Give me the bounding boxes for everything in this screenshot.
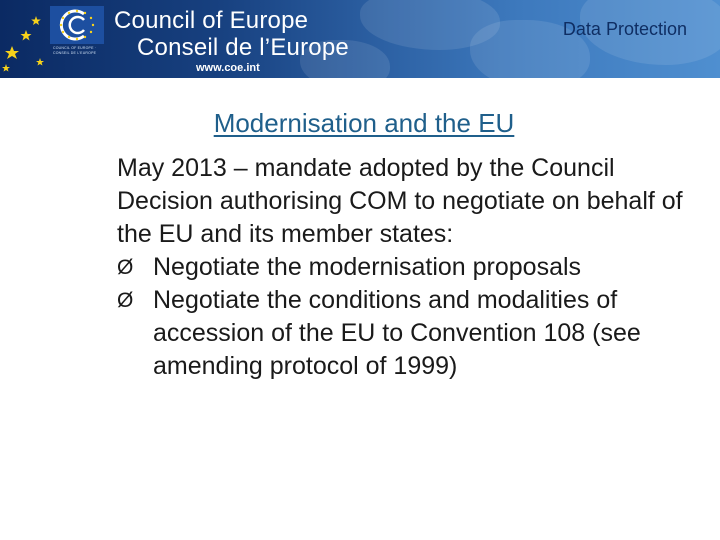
bullet-text: Negotiate the conditions and modalities of accession of the EU to Convention 108 (see amending protocol of 1999) [153, 286, 641, 380]
header-label: Data Protection [562, 19, 687, 39]
arrow-bullet-icon: Ø [117, 256, 134, 279]
council-of-europe-logo [50, 6, 104, 44]
organisation-name-french: Conseil de l’Europe [137, 34, 349, 61]
body-paragraph: May 2013 – mandate adopted by the Council [117, 154, 615, 182]
bullet-text: Negotiate the modernisation proposals [153, 253, 582, 281]
bullet-item [117, 284, 697, 383]
organisation-name-english: Council of Europe [114, 7, 309, 34]
slide-title [0, 108, 720, 139]
slide-title-text: Modernisation and the EU [213, 108, 515, 138]
bullet-item [117, 251, 697, 284]
slide-body [117, 152, 697, 383]
organisation-url[interactable]: www.coe.int [196, 62, 260, 74]
body-paragraph: Decision authorising COM to negotiate on behalf of the EU and its member states: [117, 187, 683, 248]
header-banner [0, 0, 720, 78]
logo-seal-text: COUNCIL OF EUROPE · CONSEIL DE L’EUROPE [53, 46, 97, 55]
arrow-bullet-icon: Ø [117, 289, 134, 312]
